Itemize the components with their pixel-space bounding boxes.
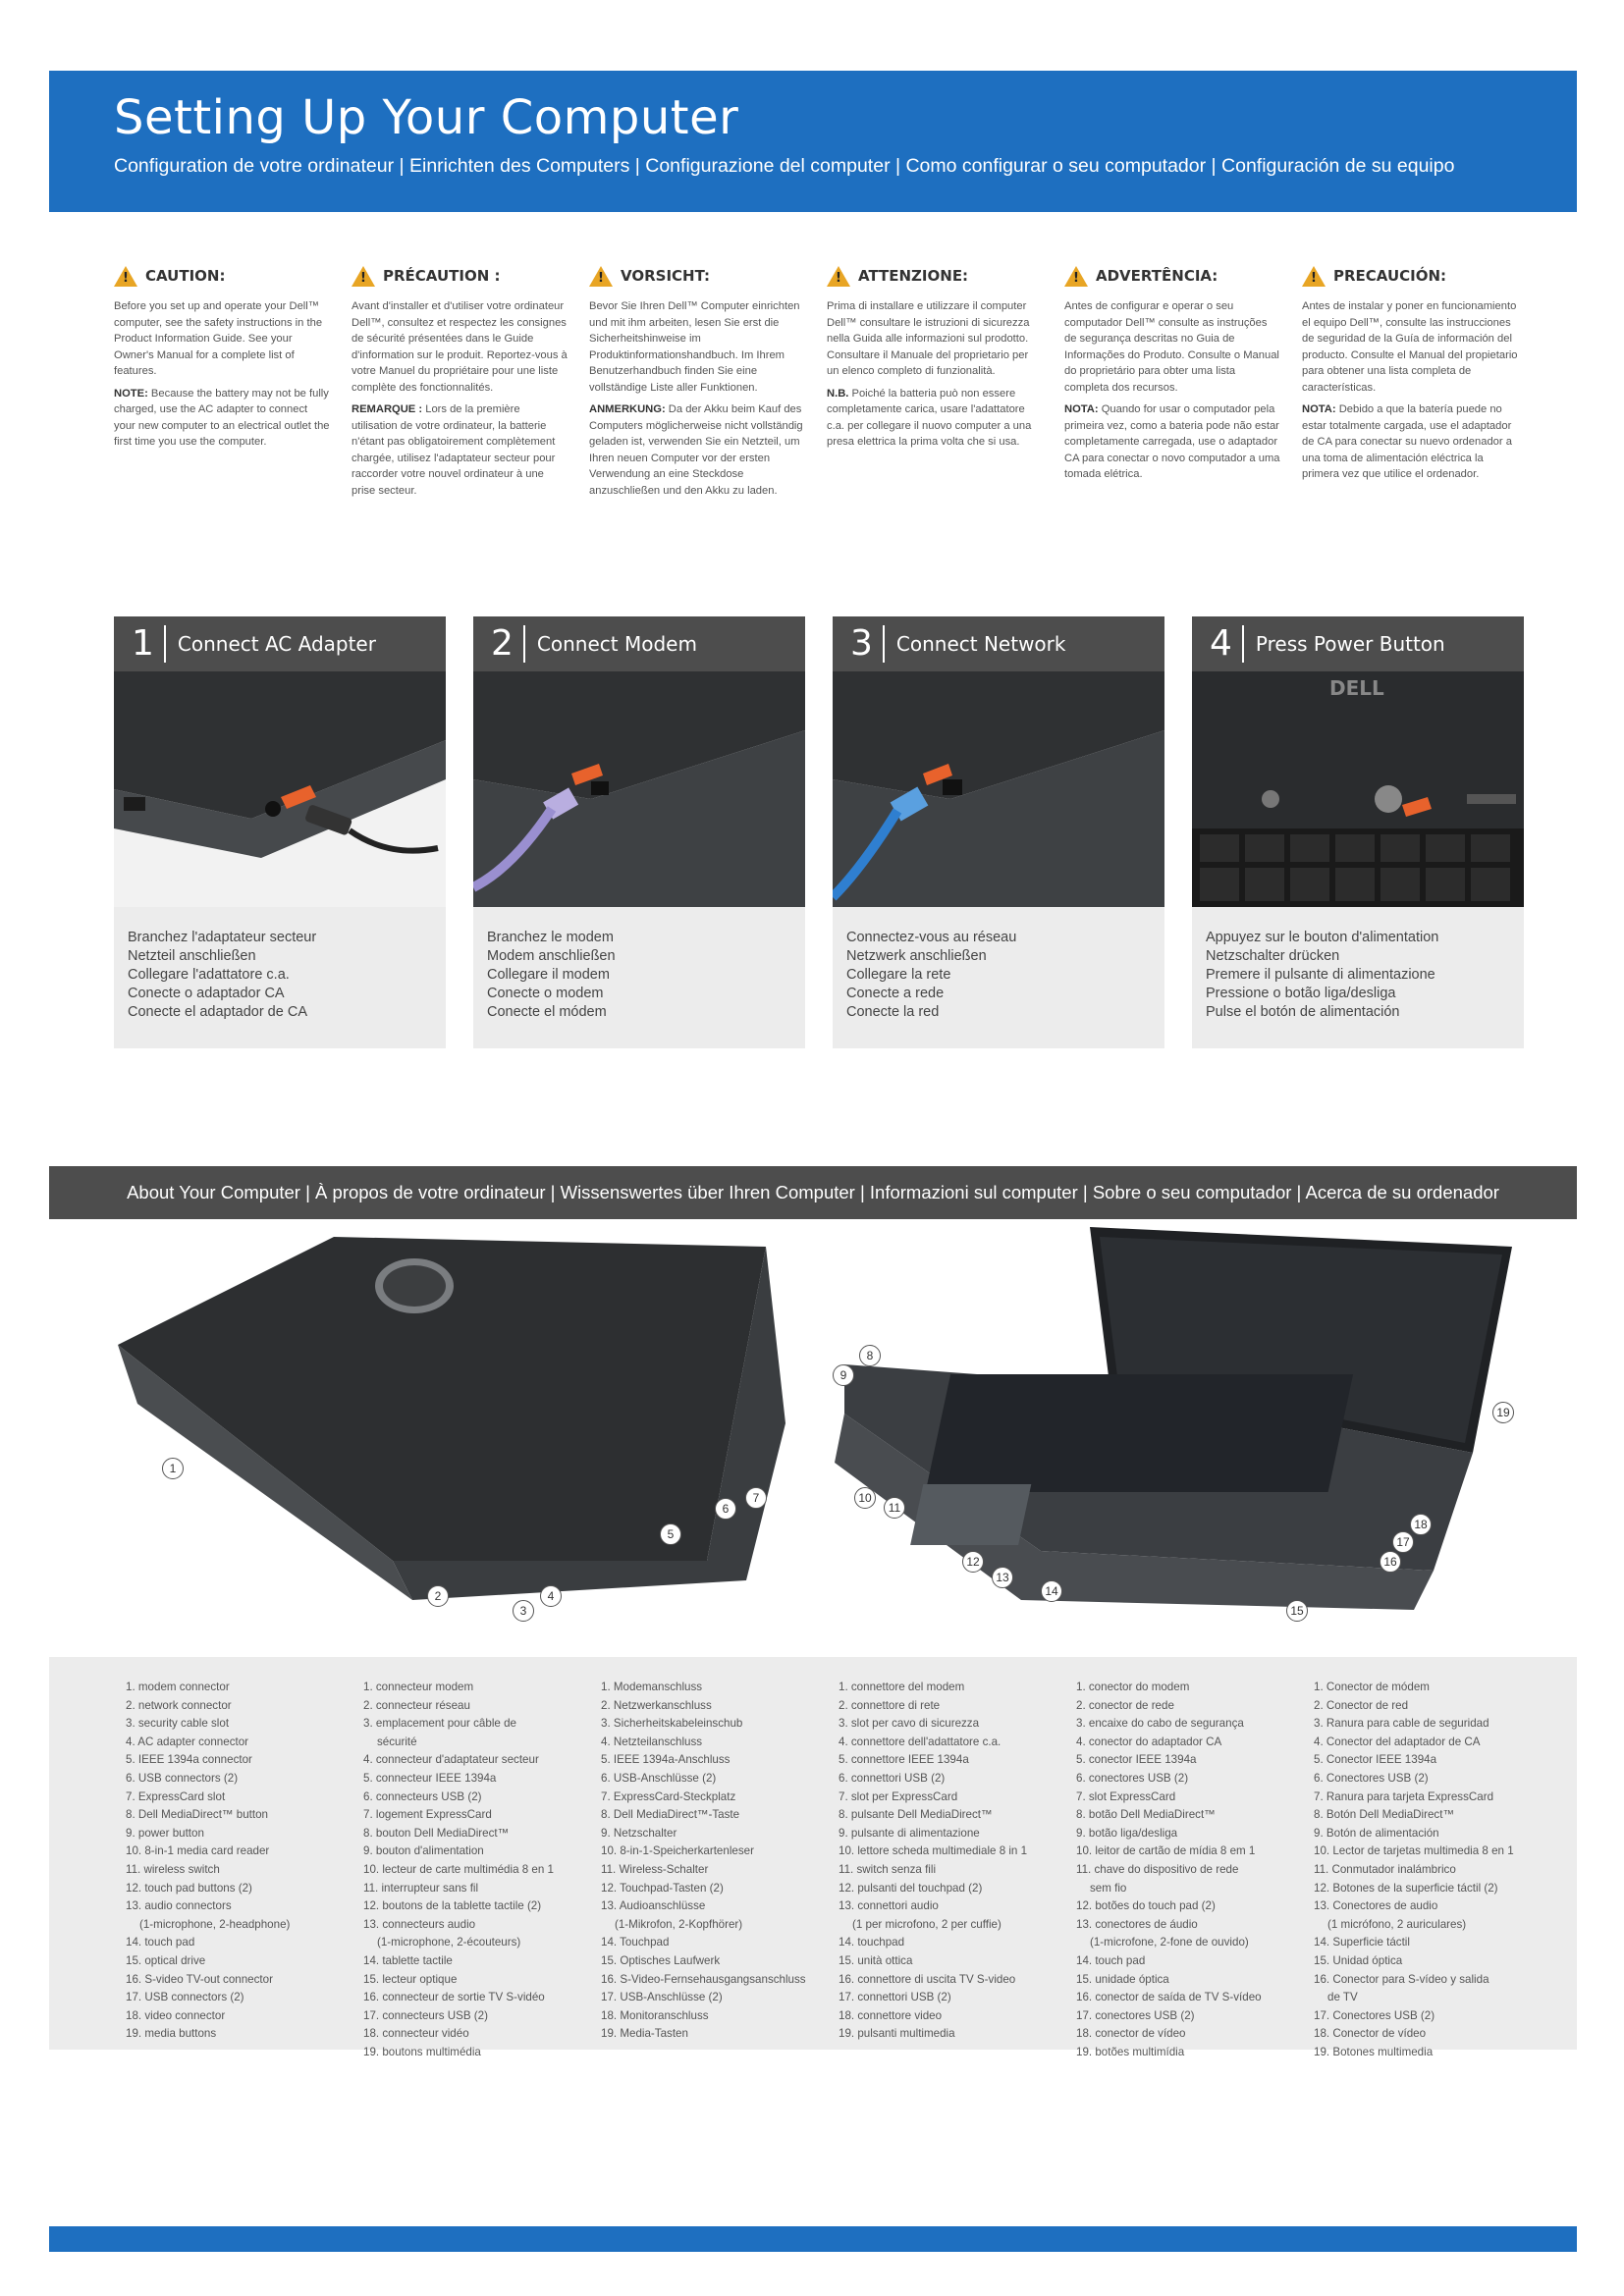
list-item: 4. conector do adaptador CA <box>1076 1735 1222 1748</box>
note-label: REMARQUE : <box>352 403 423 415</box>
list-item: 1. conector do modem <box>1076 1681 1190 1693</box>
list-item: 3. encaixe do cabo de segurança <box>1076 1717 1244 1731</box>
list-item: (1-microphone, 2-headphone) <box>139 1917 291 1931</box>
list-column-pt <box>1076 1679 1312 2061</box>
note-text: Lors de la première utilisation de votre ordinateur, la batterie n'étant pas obligatoirement complètement chargée, utilisez l'adaptateur secteur pour raccorder votre nouvel ordinateur à une prise secteur. <box>352 403 556 497</box>
callout-12: 12 <box>962 1551 984 1573</box>
callout-19: 19 <box>1492 1402 1514 1423</box>
caution-text: Before you set up and operate your Dell™ computer, see the safety instructions in the Product Information Guide. See your Owner's Manual for a complete list of features. <box>114 300 323 377</box>
list-item: 10. lecteur de carte multimédia 8 en 1 <box>363 1862 554 1876</box>
list-item: (1 per microfono, 2 per cuffie) <box>852 1917 1001 1931</box>
ac-adapter-photo <box>114 671 446 907</box>
list-item: 9. pulsante di alimentazione <box>839 1826 980 1840</box>
list-item: 15. unidade óptica <box>1076 1972 1169 1986</box>
note-text: Because the battery may not be fully charged, use the AC adapter to connect your new computer to an electrical outlet the first time you use the computer. <box>114 387 330 448</box>
list-column-de <box>601 1679 837 2044</box>
list-item: 8. pulsante Dell MediaDirect™ <box>839 1808 993 1822</box>
header-banner <box>49 71 1577 212</box>
footer-bar <box>49 2226 1577 2252</box>
note-text: Debido a que la batería puede no estar totalmente cargada, use el adaptador de CA para conectar su nuevo ordenador a una toma de alimentación eléctrica la primera vez que utilice el ordenador. <box>1302 403 1512 480</box>
page-subtitle: Configuration de votre ordinateur | Einrichten des Computers | Configurazione del computer | Como configurar o seu computador | Configuración de su equipo <box>114 155 1455 177</box>
step-line: Netzwerk anschließen <box>846 948 987 964</box>
callout-11: 11 <box>884 1497 905 1519</box>
callout-17: 17 <box>1392 1531 1414 1553</box>
list-item: 11. switch senza fili <box>839 1862 937 1876</box>
list-item: 6. conectores USB (2) <box>1076 1771 1189 1785</box>
step-title: Connect AC Adapter <box>177 632 376 656</box>
note-label: N.B. <box>827 387 849 400</box>
list-item: 1. Modemanschluss <box>601 1681 703 1693</box>
callout-9: 9 <box>833 1364 854 1386</box>
list-item: 15. unità ottica <box>839 1953 913 1967</box>
callout-5: 5 <box>660 1523 681 1545</box>
list-item: 19. pulsanti multimedia <box>839 2027 955 2041</box>
list-item: 4. AC adapter connector <box>126 1735 249 1748</box>
caution-text: Antes de configurar e operar o seu computador Dell™ consulte as instruções de segurança descritas no Guia de Informações do Produto. Consulte o Manual do proprietário para obter uma lista completa dos recursos. <box>1064 300 1279 394</box>
list-item: 19. botões multimídia <box>1076 2045 1185 2058</box>
caution-title: VORSICHT: <box>621 266 711 285</box>
list-item: 16. connettore di uscita TV S-video <box>839 1972 1016 1986</box>
list-item: 7. logement ExpressCard <box>363 1808 492 1822</box>
list-item: 9. power button <box>126 1826 204 1840</box>
step-line: Collegare la rete <box>846 967 951 983</box>
step-line: Premere il pulsante di alimentazione <box>1206 967 1435 983</box>
step-line: Pressione o botão liga/desliga <box>1206 986 1396 1001</box>
list-item: 8. Dell MediaDirect™ button <box>126 1808 268 1822</box>
list-item: 12. pulsanti del touchpad (2) <box>839 1881 983 1895</box>
list-item: 10. leitor de cartão de mídia 8 em 1 <box>1076 1844 1256 1858</box>
step-connect-network <box>833 616 1164 1048</box>
list-item: 1. connecteur modem <box>363 1681 474 1693</box>
list-item: 17. USB-Anschlüsse (2) <box>601 1991 723 2004</box>
list-item: 14. tablette tactile <box>363 1953 453 1967</box>
list-column-en <box>126 1679 361 2044</box>
callout-2: 2 <box>427 1585 449 1607</box>
list-item: 12. botões do touch pad (2) <box>1076 1899 1216 1913</box>
list-item: 2. connecteur réseau <box>363 1698 470 1712</box>
power-button-photo <box>1192 671 1524 907</box>
list-item: de TV <box>1327 1991 1358 2004</box>
list-item: 6. Conectores USB (2) <box>1314 1771 1429 1785</box>
list-item: (1-Mikrofon, 2-Kopfhörer) <box>615 1917 743 1931</box>
list-item: 6. connettori USB (2) <box>839 1771 946 1785</box>
laptop-drawings <box>98 1227 1532 1649</box>
step-translations <box>846 929 1016 1022</box>
list-column-fr <box>363 1679 599 2061</box>
laptop-illustrations <box>98 1227 1532 1649</box>
list-item: 8. botão Dell MediaDirect™ <box>1076 1808 1216 1822</box>
list-item: 8. Dell MediaDirect™-Taste <box>601 1808 740 1822</box>
list-item: 19. media buttons <box>126 2027 217 2041</box>
list-item: 12. boutons de la tablette tactile (2) <box>363 1899 542 1913</box>
list-item: 3. Ranura para cable de seguridad <box>1314 1717 1489 1731</box>
step-line: Conecte el módem <box>487 1004 607 1020</box>
list-item: 17. connecteurs USB (2) <box>363 2008 488 2022</box>
caution-text: Avant d'installer et d'utiliser votre ordinateur Dell™, consultez et respectez les consignes de sécurité présentées dans le Guide d'information sur le produit. Reportez-vous à votre Manuel du propriétaire pour une liste complète des fonctionnalités. <box>352 300 568 394</box>
caution-title: PRECAUCIÓN: <box>1333 266 1447 285</box>
list-item: 1. Conector de módem <box>1314 1681 1430 1693</box>
list-item: 9. Netzschalter <box>601 1826 677 1840</box>
note-label: NOTA: <box>1302 403 1336 415</box>
step-line: Conecte el adaptador de CA <box>128 1004 307 1020</box>
list-item: 16. connecteur de sortie TV S-vidéo <box>363 1991 545 2004</box>
step-title: Connect Network <box>895 632 1066 656</box>
list-item: 3. emplacement pour câble de <box>363 1717 516 1731</box>
list-item: 7. Ranura para tarjeta ExpressCard <box>1314 1789 1494 1803</box>
step-header <box>473 616 805 671</box>
step-header <box>833 616 1164 671</box>
list-item: 2. connettore di rete <box>839 1698 941 1712</box>
caution-text: Prima di installare e utilizzare il computer Dell™ consultare le istruzioni di sicurezza nella Guida alle informazioni sul prodotto. Consultare il Manuale del proprietario per un elenco completo di funzionalità. <box>827 300 1030 377</box>
list-item: 12. Botones de la superficie táctil (2) <box>1314 1881 1498 1895</box>
dell-logo: DELL <box>1329 676 1384 700</box>
list-item: 3. Sicherheitskabeleinschub <box>601 1717 743 1731</box>
callout-13: 13 <box>992 1567 1013 1588</box>
callout-15: 15 <box>1286 1600 1308 1622</box>
caution-block-fr <box>352 263 568 505</box>
step-header <box>114 616 446 671</box>
list-item: 4. connecteur d'adaptateur secteur <box>363 1753 539 1767</box>
list-item: 13. Conectores de audio <box>1314 1899 1438 1913</box>
note-text: Poiché la batteria può non essere completamente carica, usare l'adattatore c.a. per collegare il nuovo computer a una presa elettrica la prima volta che si usa. <box>827 387 1032 448</box>
list-item: 14. touch pad <box>1076 1953 1146 1967</box>
list-item: 14. touch pad <box>126 1936 195 1949</box>
list-item: 13. conectores de áudio <box>1076 1917 1198 1931</box>
step-line: Collegare il modem <box>487 967 610 983</box>
list-item: 9. botão liga/desliga <box>1076 1826 1178 1840</box>
list-item: 19. Botones multimedia <box>1314 2045 1434 2058</box>
callout-16: 16 <box>1380 1551 1401 1573</box>
list-item: 5. IEEE 1394a-Anschluss <box>601 1753 731 1767</box>
warning-icon <box>1302 266 1326 287</box>
step-number: 4 <box>1192 625 1244 663</box>
caution-section <box>114 263 1528 548</box>
list-item: 17. conectores USB (2) <box>1076 2008 1195 2022</box>
step-translations <box>487 929 616 1022</box>
list-item: 7. slot ExpressCard <box>1076 1789 1176 1803</box>
list-item: 8. Botón Dell MediaDirect™ <box>1314 1808 1455 1822</box>
component-lists <box>49 1657 1577 2058</box>
step-header <box>1192 616 1524 671</box>
list-item: 18. Monitoranschluss <box>601 2008 709 2022</box>
callout-6: 6 <box>715 1498 736 1520</box>
list-item: 4. connettore dell'adattatore c.a. <box>839 1735 1001 1748</box>
list-item: 15. optical drive <box>126 1953 206 1967</box>
list-item: 18. conector de vídeo <box>1076 2027 1186 2041</box>
list-item: 6. USB-Anschlüsse (2) <box>601 1771 717 1785</box>
list-item: 10. lettore scheda multimediale 8 in 1 <box>839 1844 1028 1858</box>
about-computer-bar: About Your Computer | À propos de votre ordinateur | Wissenswertes über Ihren Computer | Informazioni sul computer | Sobre o seu computador | Acerca de su ordenador <box>49 1166 1577 1219</box>
list-item: 16. S-video TV-out connector <box>126 1972 273 1986</box>
list-column-it <box>839 1679 1074 2044</box>
caution-note <box>1064 401 1280 483</box>
list-item: 14. Superficie táctil <box>1314 1936 1410 1949</box>
step-line: Netzteil anschließen <box>128 948 256 964</box>
list-item: 8. bouton Dell MediaDirect™ <box>363 1826 510 1840</box>
list-item: sem fio <box>1090 1881 1127 1895</box>
step-line: Branchez le modem <box>487 930 614 945</box>
list-item: 3. security cable slot <box>126 1717 230 1731</box>
caution-note <box>114 386 330 451</box>
list-item: 16. S-Video-Fernsehausgangsanschluss <box>601 1972 806 1986</box>
caution-block-en <box>114 263 330 456</box>
list-item: 11. interrupteur sans fil <box>363 1881 479 1895</box>
step-line: Modem anschließen <box>487 948 616 964</box>
network-photo <box>833 671 1164 907</box>
caution-note <box>1302 401 1518 483</box>
list-item: 15. Optisches Laufwerk <box>601 1953 721 1967</box>
caution-text: Antes de instalar y poner en funcionamiento el equipo Dell™, consulte las instrucciones de seguridad de la Guía de información del producto. Consulte el Manual del propietario para obtener una lista completa de características. <box>1302 300 1518 394</box>
list-item: (1-microphone, 2-écouteurs) <box>377 1936 521 1949</box>
step-press-power-button <box>1192 616 1524 1048</box>
warning-icon <box>114 266 137 287</box>
caution-title: ATTENZIONE: <box>858 266 969 285</box>
step-line: Netzschalter drücken <box>1206 948 1340 964</box>
list-item: 1. connettore del modem <box>839 1681 965 1693</box>
list-item: 6. USB connectors (2) <box>126 1771 239 1785</box>
step-line: Collegare l'adattatore c.a. <box>128 967 290 983</box>
list-item: 14. Touchpad <box>601 1936 670 1949</box>
note-label: ANMERKUNG: <box>589 403 666 415</box>
callout-18: 18 <box>1410 1514 1432 1535</box>
callout-8: 8 <box>859 1345 881 1366</box>
step-line: Conecte o modem <box>487 986 604 1001</box>
step-line: Conecte a rede <box>846 986 945 1001</box>
list-item: 4. Conector del adaptador de CA <box>1314 1735 1481 1748</box>
list-item: 18. connettore video <box>839 2008 943 2022</box>
list-column-es <box>1314 1679 1549 2061</box>
caution-note <box>589 401 805 499</box>
list-item: 17. Conectores USB (2) <box>1314 2008 1435 2022</box>
step-number: 2 <box>473 625 525 663</box>
list-item: 9. Botón de alimentación <box>1314 1826 1439 1840</box>
callout-14: 14 <box>1041 1580 1062 1602</box>
caution-note <box>827 386 1043 451</box>
note-label: NOTE: <box>114 387 148 400</box>
list-item: 11. wireless switch <box>126 1862 220 1876</box>
list-item: 11. Conmutador inalámbrico <box>1314 1862 1456 1876</box>
list-item: 1. modem connector <box>126 1681 230 1693</box>
page-title: Setting Up Your Computer <box>114 90 739 145</box>
list-item: 13. audio connectors <box>126 1899 232 1913</box>
step-line: Connectez-vous au réseau <box>846 930 1017 945</box>
warning-icon <box>352 266 375 287</box>
caution-title: ADVERTÊNCIA: <box>1096 266 1218 285</box>
list-item: 18. video connector <box>126 2008 226 2022</box>
caution-block-pt <box>1064 263 1280 489</box>
list-item: 2. Netzwerkanschluss <box>601 1698 712 1712</box>
modem-photo <box>473 671 805 907</box>
list-item: 12. Touchpad-Tasten (2) <box>601 1881 724 1895</box>
caution-block-it <box>827 263 1043 456</box>
list-item: 14. touchpad <box>839 1936 905 1949</box>
list-item: 13. connecteurs audio <box>363 1917 476 1931</box>
list-item: 10. 8-in-1 media card reader <box>126 1844 270 1858</box>
caution-block-es <box>1302 263 1518 489</box>
list-item: 10. 8-in-1-Speicherkartenleser <box>601 1844 754 1858</box>
list-item: 18. Conector de vídeo <box>1314 2027 1427 2041</box>
list-item: 11. Wireless-Schalter <box>601 1862 709 1876</box>
step-translations <box>1206 929 1438 1022</box>
step-connect-modem <box>473 616 805 1048</box>
caution-text: Bevor Sie Ihren Dell™ Computer einrichten und mit ihm arbeiten, lesen Sie erst die Sicherheitshinweise im Produktinformationshandbuch. Im Ihrem Benutzerhandbuch finden Sie eine vollständige Liste aller Funktionen. <box>589 300 800 394</box>
caution-block-de <box>589 263 805 505</box>
list-item: 15. Unidad óptica <box>1314 1953 1403 1967</box>
step-number: 1 <box>114 625 166 663</box>
list-item: 5. conector IEEE 1394a <box>1076 1753 1197 1767</box>
step-title: Connect Modem <box>536 632 697 656</box>
callout-10: 10 <box>854 1487 876 1509</box>
step-translations <box>128 929 316 1022</box>
list-item: 5. Conector IEEE 1394a <box>1314 1753 1437 1767</box>
step-line: Pulse el botón de alimentación <box>1206 1004 1400 1020</box>
step-connect-ac-adapter <box>114 616 446 1048</box>
list-item: 2. network connector <box>126 1698 232 1712</box>
list-item: 13. Audioanschlüsse <box>601 1899 706 1913</box>
list-item: 16. conector de saída de TV S-vídeo <box>1076 1991 1262 2004</box>
caution-note <box>352 401 568 499</box>
list-item: 5. connecteur IEEE 1394a <box>363 1771 497 1785</box>
list-item: 5. IEEE 1394a connector <box>126 1753 252 1767</box>
callout-1: 1 <box>162 1458 184 1479</box>
step-line: Conecte la red <box>846 1004 940 1020</box>
list-item: 5. connettore IEEE 1394a <box>839 1753 969 1767</box>
list-item: 6. connecteurs USB (2) <box>363 1789 482 1803</box>
list-item: 16. Conector para S-vídeo y salida <box>1314 1972 1489 1986</box>
step-number: 3 <box>833 625 885 663</box>
list-item: 18. connecteur vidéo <box>363 2027 469 2041</box>
list-item: 17. USB connectors (2) <box>126 1991 244 2004</box>
callout-7: 7 <box>745 1487 767 1509</box>
note-label: NOTA: <box>1064 403 1099 415</box>
caution-title: CAUTION: <box>145 266 226 285</box>
caution-title: PRÉCAUTION : <box>383 266 501 285</box>
list-item: 3. slot per cavo di sicurezza <box>839 1717 980 1731</box>
list-item: 12. touch pad buttons (2) <box>126 1881 252 1895</box>
list-item: 11. chave do dispositivo de rede <box>1076 1862 1239 1876</box>
list-item: 7. slot per ExpressCard <box>839 1789 958 1803</box>
list-item: 7. ExpressCard-Steckplatz <box>601 1789 736 1803</box>
note-text: Quando for usar o computador pela primeira vez, como a bateria pode não estar completamente carregada, use o adaptador CA para conectar o novo computador a uma tomada elétrica. <box>1064 403 1280 480</box>
list-item: 9. bouton d'alimentation <box>363 1844 484 1858</box>
list-item: 19. Media-Tasten <box>601 2027 688 2041</box>
warning-icon <box>1064 266 1088 287</box>
list-item: 10. Lector de tarjetas multimedia 8 en 1 <box>1314 1844 1514 1858</box>
list-item: 7. ExpressCard slot <box>126 1789 226 1803</box>
list-item: (1 micrófono, 2 auriculares) <box>1327 1917 1467 1931</box>
callout-3: 3 <box>513 1600 534 1622</box>
list-item: (1-microfone, 2-fone de ouvido) <box>1090 1936 1249 1949</box>
note-text: Da der Akku beim Kauf des Computers möglicherweise nicht vollständig geladen ist, verwenden Sie ein Netzteil, um Ihren neuen Computer vor der ersten Verwendung an eine Steckdose anzuschließen und den Akku zu laden. <box>589 403 803 497</box>
callout-4: 4 <box>540 1585 562 1607</box>
list-item: 19. boutons multimédia <box>363 2045 481 2058</box>
list-item: 2. Conector de red <box>1314 1698 1409 1712</box>
list-item: 4. Netzteilanschluss <box>601 1735 703 1748</box>
list-item: sécurité <box>377 1735 417 1748</box>
list-item: 13. connettori audio <box>839 1899 939 1913</box>
warning-icon <box>827 266 850 287</box>
warning-icon <box>589 266 613 287</box>
list-item: 15. lecteur optique <box>363 1972 458 1986</box>
step-line: Conecte o adaptador CA <box>128 986 285 1001</box>
step-title: Press Power Button <box>1255 632 1445 656</box>
step-line: Appuyez sur le bouton d'alimentation <box>1206 930 1439 945</box>
list-item: 17. connettori USB (2) <box>839 1991 951 2004</box>
step-line: Branchez l'adaptateur secteur <box>128 930 317 945</box>
list-item: 2. conector de rede <box>1076 1698 1174 1712</box>
